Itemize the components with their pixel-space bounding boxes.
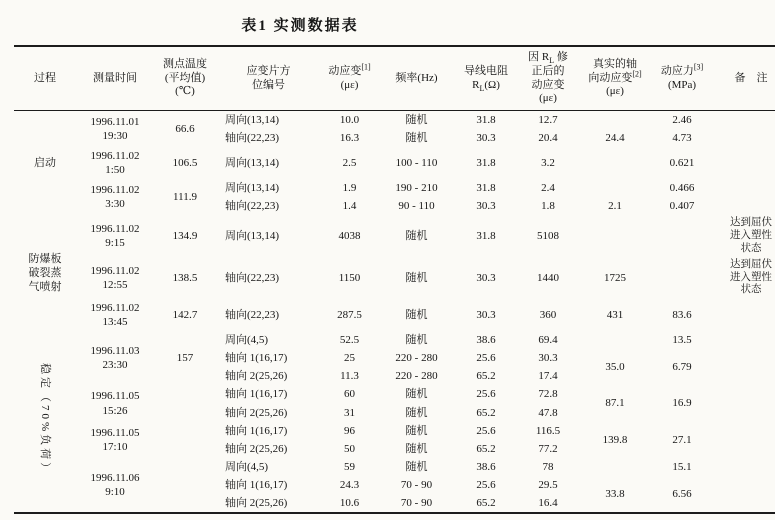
column-header-temperature: 测点温度 (平均值) (℃): [154, 46, 216, 111]
cell-time: 1996.11.02 3:30: [90, 184, 140, 211]
table-row: [14, 111, 775, 130]
cell-gauge: 轴向(22,23): [225, 132, 280, 145]
cell-frequency: 随机: [405, 442, 428, 455]
cell-resistance: 31.8: [476, 182, 496, 195]
cell-gauge: 周向(13,14): [225, 114, 280, 126]
table-row: [14, 257, 775, 299]
cell-axial_strain: 35.0: [605, 361, 625, 374]
cell-axial_strain: [579, 458, 651, 476]
cell-remark: [713, 179, 775, 197]
cell-remark: 达到屈伏 进入塑性 状态: [730, 217, 772, 254]
cell-frequency: 70 - 90: [400, 496, 433, 509]
cell-axial_strain: 2.1: [608, 200, 622, 213]
header-row: [14, 46, 775, 111]
cell-corrected_strain: 2.4: [541, 182, 555, 195]
cell-remark: [713, 385, 775, 421]
cell-gauge: 周向(4,5): [225, 334, 269, 347]
cell-time: 1996.11.02 1:50: [90, 150, 140, 177]
cell-remark: [713, 111, 775, 130]
cell-gauge: 轴向 1(16,17): [225, 424, 288, 437]
cell-corrected_strain: 12.7: [538, 114, 558, 126]
table-title-wrap: [0, 14, 600, 35]
cell-time: 1996.11.02 9:15: [90, 223, 140, 250]
cell-frequency: 220 - 280: [395, 352, 438, 365]
cell-resistance: 30.3: [476, 309, 496, 322]
cell-frequency: 随机: [405, 272, 428, 285]
cell-stress: [651, 257, 713, 299]
cell-remark: 达到屈伏 进入塑性 状态: [730, 259, 772, 296]
data-table: [14, 45, 775, 514]
cell-corrected_strain: 47.8: [538, 406, 558, 419]
cell-strain: 2.5: [342, 157, 357, 170]
cell-corrected_strain: 3.2: [541, 157, 555, 170]
table-header: [14, 46, 775, 111]
cell-gauge: 轴向(22,23): [225, 309, 280, 322]
cell-corrected_strain: 5108: [537, 230, 559, 243]
cell-stress: [651, 215, 713, 257]
cell-frequency: 随机: [405, 114, 428, 126]
cell-strain: 59: [344, 460, 355, 473]
cell-stress: 16.9: [672, 397, 692, 410]
cell-strain: 31: [344, 406, 355, 419]
cell-process: 启动: [34, 157, 56, 170]
cell-axial_strain: 33.8: [605, 487, 625, 500]
cell-temperature: 66.6: [175, 123, 195, 136]
cell-frequency: 随机: [405, 460, 428, 473]
cell-stress: 0.621: [669, 157, 695, 170]
cell-corrected_strain: 17.4: [538, 370, 558, 383]
cell-remark: [713, 349, 775, 385]
cell-strain: 50: [344, 442, 355, 455]
cell-gauge: 轴向 1(16,17): [225, 478, 288, 491]
cell-corrected_strain: 360: [539, 309, 557, 322]
cell-resistance: 38.6: [476, 460, 496, 473]
cell-remark: [713, 422, 775, 458]
cell-time: 1996.11.05 15:26: [90, 390, 140, 417]
cell-corrected_strain: 30.3: [538, 352, 558, 365]
cell-resistance: 30.3: [476, 200, 496, 213]
cell-axial_strain: 87.1: [605, 397, 625, 410]
cell-axial_strain: 1725: [604, 272, 626, 285]
cell-frequency: 随机: [405, 424, 428, 437]
cell-frequency: 100 - 110: [395, 157, 438, 170]
cell-gauge: 轴向 2(25,26): [225, 406, 288, 419]
cell-resistance: 31.8: [476, 114, 496, 126]
cell-temperature: [154, 458, 216, 513]
cell-gauge: 轴向 1(16,17): [225, 388, 288, 401]
cell-gauge: 轴向 2(25,26): [225, 442, 288, 455]
cell-process: 防爆板 破裂蒸 气喷射: [28, 253, 62, 294]
table-row: [14, 147, 775, 179]
cell-axial_strain: [579, 331, 651, 349]
column-header-remark: 备 注: [713, 46, 775, 111]
cell-resistance: 25.6: [476, 478, 496, 491]
cell-axial_strain: 431: [606, 309, 624, 322]
cell-resistance: 65.2: [476, 496, 496, 509]
cell-stress: 83.6: [672, 309, 692, 322]
cell-axial_strain: [579, 147, 651, 179]
cell-axial_strain: [579, 111, 651, 130]
table-row: [14, 385, 775, 403]
cell-frequency: 190 - 210: [395, 182, 438, 195]
cell-time: 1996.11.05 17:10: [90, 426, 140, 453]
cell-stress: 13.5: [672, 334, 692, 347]
cell-resistance: 65.2: [476, 370, 496, 383]
cell-gauge: 周向(4,5): [225, 460, 269, 473]
column-header-gauge: 应变片方 位编号: [216, 46, 321, 111]
cell-resistance: 25.6: [476, 388, 496, 401]
cell-strain: 11.3: [340, 370, 359, 383]
cell-axial_strain: [579, 215, 651, 257]
cell-process: [14, 331, 76, 513]
cell-resistance: 65.2: [476, 442, 496, 455]
vertical-label: 稳定（70%负荷）: [39, 362, 52, 477]
cell-strain: 1.4: [342, 200, 357, 213]
column-header-corrected_strain: 因 $R_L$ 修 正后的 动应变 (με): [517, 46, 579, 111]
cell-temperature: 138.5: [172, 272, 198, 285]
cell-remark: [713, 129, 775, 147]
cell-frequency: 70 - 90: [400, 478, 433, 491]
cell-time: 1996.11.06 9:10: [90, 471, 140, 498]
cell-frequency: 随机: [405, 406, 428, 419]
cell-frequency: 随机: [405, 132, 428, 145]
cell-resistance: 38.6: [476, 334, 496, 347]
cell-remark: [713, 299, 775, 331]
cell-temperature: 106.5: [172, 157, 198, 170]
cell-axial_strain: [579, 179, 651, 197]
table-row: [14, 458, 775, 476]
column-header-stress: 动应力[3] (MPa): [651, 46, 713, 111]
cell-temperature: 142.7: [172, 309, 198, 322]
cell-remark: [713, 476, 775, 513]
cell-stress: 6.56: [672, 487, 692, 500]
column-header-process: 过程: [14, 46, 76, 111]
cell-time: 1996.11.02 13:45: [90, 302, 140, 329]
cell-frequency: 90 - 110: [398, 200, 435, 213]
cell-strain: 16.3: [339, 132, 360, 145]
cell-axial_strain: 139.8: [602, 433, 628, 446]
cell-time: 1996.11.02 12:55: [90, 265, 140, 292]
cell-strain: 1.9: [342, 182, 357, 195]
cell-frequency: 220 - 280: [395, 370, 438, 383]
cell-corrected_strain: 1440: [537, 272, 559, 285]
cell-axial_strain: 24.4: [605, 132, 625, 145]
cell-resistance: 31.8: [476, 157, 496, 170]
cell-corrected_strain: 16.4: [538, 496, 558, 509]
cell-corrected_strain: 77.2: [538, 442, 558, 455]
column-header-resistance: 导线电阻 $R_L(\Omega)$: [455, 46, 517, 111]
cell-strain: 10.0: [339, 114, 360, 126]
cell-gauge: 轴向 1(16,17): [225, 352, 288, 365]
cell-strain: 4038: [338, 230, 361, 243]
cell-gauge: 周向(13,14): [225, 230, 280, 243]
cell-corrected_strain: 20.4: [538, 132, 558, 145]
cell-strain: 24.3: [339, 478, 360, 491]
cell-stress: 15.1: [672, 460, 692, 473]
cell-strain: 96: [344, 424, 355, 437]
cell-corrected_strain: 1.8: [541, 200, 555, 213]
cell-remark: [713, 458, 775, 476]
cell-temperature: 111.9: [173, 191, 197, 204]
cell-temperature: 157: [176, 352, 194, 365]
cell-corrected_strain: 72.8: [538, 388, 558, 401]
cell-gauge: 周向(13,14): [225, 182, 280, 195]
cell-remark: [713, 331, 775, 349]
cell-stress: 2.46: [672, 114, 692, 126]
cell-strain: 52.5: [339, 334, 360, 347]
cell-frequency: 随机: [405, 388, 428, 401]
cell-gauge: 轴向(22,23): [225, 272, 280, 285]
table-row: [14, 422, 775, 440]
cell-strain: 10.6: [339, 496, 360, 509]
column-header-strain: 动应变[1] (με): [321, 46, 378, 111]
column-header-time: 测量时间: [76, 46, 154, 111]
cell-resistance: 65.2: [476, 406, 496, 419]
cell-temperature: [154, 385, 216, 421]
cell-stress: 4.73: [672, 132, 692, 145]
cell-resistance: 31.8: [476, 230, 496, 243]
table-body: [14, 111, 775, 513]
cell-strain: 25: [344, 352, 355, 365]
cell-gauge: 轴向(22,23): [225, 200, 280, 213]
cell-remark: [713, 147, 775, 179]
cell-corrected_strain: 78: [542, 460, 554, 473]
cell-resistance: 30.3: [476, 132, 496, 145]
table-title: 表1 实测数据表: [241, 18, 359, 34]
cell-strain: 287.5: [337, 309, 362, 322]
table-row: [14, 331, 775, 349]
column-header-frequency: 频率(Hz): [378, 46, 455, 111]
cell-strain: 60: [344, 388, 355, 401]
cell-stress: 0.407: [669, 200, 695, 213]
cell-time: 1996.11.03 23:30: [90, 345, 140, 372]
cell-strain: 1150: [338, 272, 361, 285]
table-row: [14, 299, 775, 331]
cell-stress: 27.1: [672, 433, 692, 446]
cell-remark: [713, 197, 775, 215]
cell-stress: 0.466: [669, 182, 695, 195]
cell-gauge: 轴向 2(25,26): [225, 496, 288, 509]
cell-frequency: 随机: [405, 309, 428, 322]
cell-temperature: 134.9: [172, 230, 198, 243]
cell-gauge: 周向(13,14): [225, 157, 280, 170]
cell-temperature: [154, 422, 216, 458]
cell-resistance: 30.3: [476, 272, 496, 285]
cell-time: 1996.11.01 19:30: [90, 116, 140, 143]
cell-frequency: 随机: [405, 230, 428, 243]
cell-corrected_strain: 116.5: [535, 424, 561, 437]
cell-gauge: 轴向 2(25,26): [225, 370, 288, 383]
column-header-axial_strain: 真实的轴 向动应变[2] (με): [579, 46, 651, 111]
cell-corrected_strain: 69.4: [538, 334, 558, 347]
table-row: [14, 215, 775, 257]
cell-resistance: 25.6: [476, 424, 496, 437]
table-row: [14, 179, 775, 197]
cell-stress: 6.79: [672, 361, 692, 374]
cell-resistance: 25.6: [476, 352, 496, 365]
cell-corrected_strain: 29.5: [538, 478, 558, 491]
cell-frequency: 随机: [405, 334, 428, 347]
